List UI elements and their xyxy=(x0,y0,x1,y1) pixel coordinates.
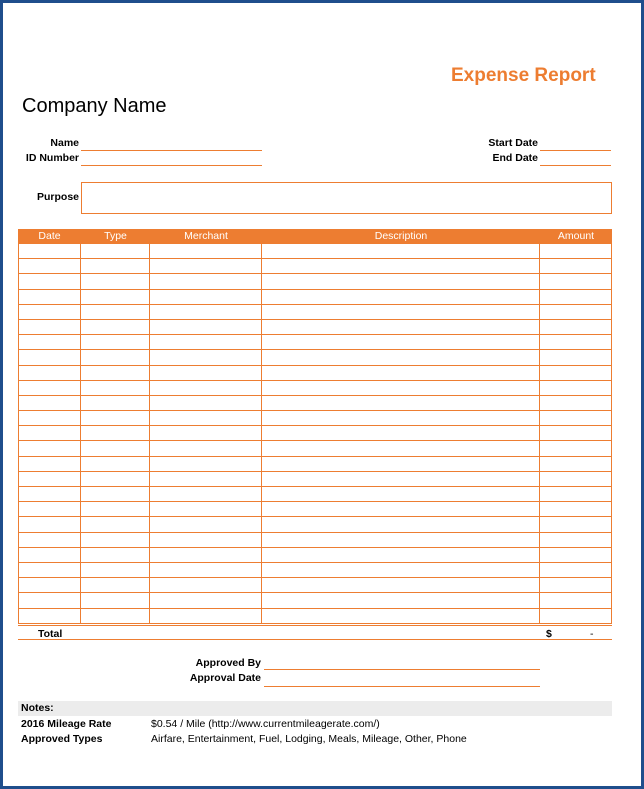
merchant-cell[interactable] xyxy=(150,350,262,365)
date-cell[interactable] xyxy=(18,563,81,578)
date-cell[interactable] xyxy=(18,411,81,426)
notes-header-band xyxy=(18,701,612,716)
date-cell[interactable] xyxy=(18,533,81,548)
date-cell[interactable] xyxy=(18,487,81,502)
table-row xyxy=(18,457,612,472)
amount-cell[interactable] xyxy=(540,426,612,441)
amount-cell[interactable] xyxy=(540,320,612,335)
type-cell[interactable] xyxy=(81,411,150,426)
merchant-cell[interactable] xyxy=(150,563,262,578)
date-cell[interactable] xyxy=(18,609,81,624)
end-date-label: End Date xyxy=(492,152,538,164)
type-cell[interactable] xyxy=(81,290,150,305)
merchant-cell[interactable] xyxy=(150,609,262,624)
column-header-amount: Amount xyxy=(557,230,595,242)
date-cell[interactable] xyxy=(18,426,81,441)
type-cell[interactable] xyxy=(81,487,150,502)
date-cell[interactable] xyxy=(18,244,81,259)
approved-by-field[interactable] xyxy=(264,669,540,670)
description-cell[interactable] xyxy=(262,517,540,532)
date-cell[interactable] xyxy=(18,290,81,305)
table-row xyxy=(18,244,612,259)
date-cell[interactable] xyxy=(18,457,81,472)
date-cell[interactable] xyxy=(18,396,81,411)
amount-cell[interactable] xyxy=(540,609,612,624)
date-cell[interactable] xyxy=(18,320,81,335)
mileage-rate-value: $0.54 / Mile (http://www.currentmileagerate.com/) xyxy=(151,718,380,730)
date-cell[interactable] xyxy=(18,441,81,456)
start-date-field[interactable] xyxy=(540,150,611,151)
date-cell[interactable] xyxy=(18,350,81,365)
table-row xyxy=(18,411,612,426)
table-row xyxy=(18,381,612,396)
table-row xyxy=(18,396,612,411)
description-cell[interactable] xyxy=(262,426,540,441)
mileage-rate-label: 2016 Mileage Rate xyxy=(21,718,112,730)
merchant-cell[interactable] xyxy=(150,441,262,456)
table-row xyxy=(18,487,612,502)
amount-cell[interactable] xyxy=(540,548,612,563)
merchant-cell[interactable] xyxy=(150,457,262,472)
description-cell[interactable] xyxy=(262,533,540,548)
expense-table xyxy=(18,229,612,624)
type-cell[interactable] xyxy=(81,578,150,593)
id-number-field[interactable] xyxy=(81,165,262,166)
description-cell[interactable] xyxy=(262,335,540,350)
amount-cell[interactable] xyxy=(540,487,612,502)
merchant-cell[interactable] xyxy=(150,487,262,502)
description-cell[interactable] xyxy=(262,244,540,259)
table-row xyxy=(18,335,612,350)
column-header-type: Type xyxy=(104,230,127,242)
merchant-cell[interactable] xyxy=(150,366,262,381)
merchant-cell[interactable] xyxy=(150,274,262,289)
amount-cell[interactable] xyxy=(540,441,612,456)
amount-cell[interactable] xyxy=(540,517,612,532)
amount-cell[interactable] xyxy=(540,411,612,426)
date-cell[interactable] xyxy=(18,335,81,350)
table-row xyxy=(18,502,612,517)
amount-cell[interactable] xyxy=(540,290,612,305)
table-row xyxy=(18,548,612,563)
type-cell[interactable] xyxy=(81,320,150,335)
date-cell[interactable] xyxy=(18,366,81,381)
type-cell[interactable] xyxy=(81,274,150,289)
table-row xyxy=(18,472,612,487)
column-header-description: Description xyxy=(374,230,428,242)
column-header-date: Date xyxy=(38,230,61,242)
merchant-cell[interactable] xyxy=(150,517,262,532)
date-cell[interactable] xyxy=(18,593,81,608)
purpose-field[interactable] xyxy=(81,182,612,214)
amount-cell[interactable] xyxy=(540,472,612,487)
approved-by-label: Approved By xyxy=(195,657,261,669)
column-header-merchant: Merchant xyxy=(184,230,228,242)
table-row xyxy=(18,578,612,593)
merchant-cell[interactable] xyxy=(150,548,262,563)
merchant-cell[interactable] xyxy=(150,335,262,350)
description-cell[interactable] xyxy=(262,350,540,365)
date-cell[interactable] xyxy=(18,502,81,517)
company-name: Company Name xyxy=(22,95,167,117)
total-currency: $ xyxy=(546,628,552,640)
date-cell[interactable] xyxy=(18,548,81,563)
merchant-cell[interactable] xyxy=(150,502,262,517)
description-cell[interactable] xyxy=(262,290,540,305)
table-header xyxy=(18,229,612,244)
type-cell[interactable] xyxy=(81,502,150,517)
table-row xyxy=(18,609,612,624)
description-cell[interactable] xyxy=(262,274,540,289)
amount-cell[interactable] xyxy=(540,259,612,274)
merchant-cell[interactable] xyxy=(150,290,262,305)
description-cell[interactable] xyxy=(262,457,540,472)
table-row xyxy=(18,259,612,274)
amount-cell[interactable] xyxy=(540,335,612,350)
merchant-cell[interactable] xyxy=(150,396,262,411)
type-cell[interactable] xyxy=(81,350,150,365)
merchant-cell[interactable] xyxy=(150,411,262,426)
approved-types-value: Airfare, Entertainment, Fuel, Lodging, Meals, Mileage, Other, Phone xyxy=(151,733,467,745)
amount-cell[interactable] xyxy=(540,457,612,472)
type-cell[interactable] xyxy=(81,381,150,396)
description-cell[interactable] xyxy=(262,411,540,426)
total-label: Total xyxy=(38,628,63,640)
description-cell[interactable] xyxy=(262,441,540,456)
description-cell[interactable] xyxy=(262,502,540,517)
table-row xyxy=(18,563,612,578)
type-cell[interactable] xyxy=(81,305,150,320)
amount-cell[interactable] xyxy=(540,244,612,259)
type-cell[interactable] xyxy=(81,259,150,274)
amount-cell[interactable] xyxy=(540,593,612,608)
description-cell[interactable] xyxy=(262,563,540,578)
type-cell[interactable] xyxy=(81,517,150,532)
description-cell[interactable] xyxy=(262,593,540,608)
description-cell[interactable] xyxy=(262,472,540,487)
table-row xyxy=(18,426,612,441)
description-cell[interactable] xyxy=(262,259,540,274)
table-row xyxy=(18,320,612,335)
merchant-cell[interactable] xyxy=(150,426,262,441)
date-cell[interactable] xyxy=(18,305,81,320)
amount-cell[interactable] xyxy=(540,350,612,365)
amount-cell[interactable] xyxy=(540,578,612,593)
merchant-cell[interactable] xyxy=(150,472,262,487)
description-cell[interactable] xyxy=(262,548,540,563)
total-value: - xyxy=(590,628,594,640)
approval-date-field[interactable] xyxy=(264,686,540,687)
type-cell[interactable] xyxy=(81,244,150,259)
merchant-cell[interactable] xyxy=(150,305,262,320)
amount-cell[interactable] xyxy=(540,381,612,396)
amount-cell[interactable] xyxy=(540,533,612,548)
merchant-cell[interactable] xyxy=(150,244,262,259)
date-cell[interactable] xyxy=(18,259,81,274)
amount-cell[interactable] xyxy=(540,563,612,578)
table-row xyxy=(18,290,612,305)
purpose-label: Purpose xyxy=(36,191,79,203)
name-field[interactable] xyxy=(81,150,262,151)
description-cell[interactable] xyxy=(262,381,540,396)
amount-cell[interactable] xyxy=(540,396,612,411)
merchant-cell[interactable] xyxy=(150,320,262,335)
date-cell[interactable] xyxy=(18,472,81,487)
type-cell[interactable] xyxy=(81,366,150,381)
description-cell[interactable] xyxy=(262,366,540,381)
approved-types-label: Approved Types xyxy=(21,733,103,745)
description-cell[interactable] xyxy=(262,578,540,593)
date-cell[interactable] xyxy=(18,578,81,593)
type-cell[interactable] xyxy=(81,457,150,472)
description-cell[interactable] xyxy=(262,305,540,320)
table-row xyxy=(18,274,612,289)
approval-date-label: Approval Date xyxy=(189,672,261,684)
id-number-label: ID Number xyxy=(25,152,79,164)
start-date-label: Start Date xyxy=(488,137,538,149)
merchant-cell[interactable] xyxy=(150,533,262,548)
type-cell[interactable] xyxy=(81,563,150,578)
type-cell[interactable] xyxy=(81,533,150,548)
date-cell[interactable] xyxy=(18,381,81,396)
type-cell[interactable] xyxy=(81,548,150,563)
report-title: Expense Report xyxy=(451,65,596,86)
table-row xyxy=(18,533,612,548)
amount-cell[interactable] xyxy=(540,502,612,517)
date-cell[interactable] xyxy=(18,517,81,532)
type-cell[interactable] xyxy=(81,426,150,441)
end-date-field[interactable] xyxy=(540,165,611,166)
type-cell[interactable] xyxy=(81,441,150,456)
description-cell[interactable] xyxy=(262,320,540,335)
description-cell[interactable] xyxy=(262,487,540,502)
amount-cell[interactable] xyxy=(540,274,612,289)
amount-cell[interactable] xyxy=(540,366,612,381)
table-row xyxy=(18,593,612,608)
table-row xyxy=(18,366,612,381)
table-row xyxy=(18,350,612,365)
amount-cell[interactable] xyxy=(540,305,612,320)
type-cell[interactable] xyxy=(81,396,150,411)
notes-label: Notes: xyxy=(21,702,54,714)
merchant-cell[interactable] xyxy=(150,593,262,608)
merchant-cell[interactable] xyxy=(150,578,262,593)
type-cell[interactable] xyxy=(81,593,150,608)
merchant-cell[interactable] xyxy=(150,259,262,274)
type-cell[interactable] xyxy=(81,335,150,350)
table-row xyxy=(18,305,612,320)
description-cell[interactable] xyxy=(262,609,540,624)
date-cell[interactable] xyxy=(18,274,81,289)
description-cell[interactable] xyxy=(262,396,540,411)
type-cell[interactable] xyxy=(81,609,150,624)
merchant-cell[interactable] xyxy=(150,381,262,396)
table-row xyxy=(18,517,612,532)
table-row xyxy=(18,441,612,456)
type-cell[interactable] xyxy=(81,472,150,487)
table-body xyxy=(18,244,612,624)
total-row xyxy=(18,623,612,640)
name-label: Name xyxy=(50,137,79,149)
